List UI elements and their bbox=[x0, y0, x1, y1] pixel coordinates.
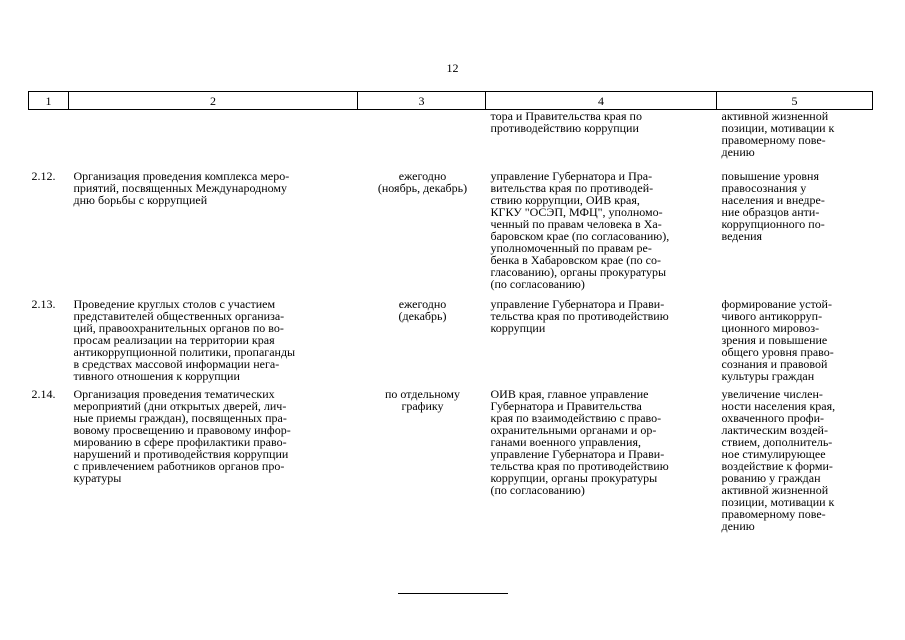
cell-number: 2.14. bbox=[31, 387, 56, 401]
cell-term bbox=[358, 110, 486, 171]
header-col-2: 2 bbox=[69, 92, 358, 110]
cell-event: Проведение круглых столов с участием представителей общественных организа- ций, правоохранительных органов по во- просам реализации на территории края антикоррупционной политики, пропаганды в средствах массовой информации нега- тивного отношения к коррупции bbox=[73, 297, 296, 383]
cell-number: 2.12. bbox=[31, 169, 56, 183]
header-col-3: 3 bbox=[358, 92, 486, 110]
page-number: 12 bbox=[446, 61, 459, 75]
continuation-result-text: активной жизненной позиции, мотивации к правомерному пове- дению bbox=[721, 109, 835, 159]
header-col-4: 4 bbox=[486, 92, 717, 110]
cell-term: ежегодно (декабрь) bbox=[398, 297, 447, 323]
cell-executors: управление Губернатора и Пра- вительства края по противодей- ствию коррупции, ОИВ края, КГКУ "ОСЭП, МФЦ", уполномо- ченный по правам человека в Ха- баровском крае (по согласованию), уполномоченный по правам ре- бенка в Хабаровском крае (по со- гласованию), органы прокуратуры (по согласованию) bbox=[490, 169, 670, 291]
cell-result: повышение уровня правосознания у населения и внедре- ние образцов анти- коррупционного по- ведения bbox=[721, 169, 825, 243]
cell-event: Организация проведения тематических мероприятий (дни открытых дверей, лич- ные приемы граждан), посвященных пра- вовому просвещению и правовому инфор- мированию в сфере профилактики право- нарушений и противодействия коррупции с привлечением работников органов про- куратуры bbox=[73, 387, 291, 485]
cell-number: 2.13. bbox=[31, 297, 56, 311]
footer-divider-line bbox=[398, 593, 508, 594]
cell-result bbox=[717, 110, 873, 171]
cell-executors bbox=[486, 110, 717, 171]
table-row bbox=[29, 298, 873, 388]
cell-term: по отдельному графику bbox=[384, 387, 461, 413]
table-row bbox=[29, 170, 873, 298]
header-col-1: 1 bbox=[29, 92, 69, 110]
header-col-5: 5 bbox=[717, 92, 873, 110]
cell-number bbox=[29, 110, 69, 171]
cell-result: увеличение числен- ности населения края, охваченного профи- лактическим воздей- ствием, дополнитель- ное стимулирующее воздействие к форми- рованию у граждан активной жизненной позиции, мотивации к правомерному пове- дению bbox=[721, 387, 836, 533]
table-row-continuation bbox=[29, 110, 873, 171]
cell-result: формирование устой- чивого антикорруп- ционного мировоз- зрения и повышение общего уровня право- сознания и правовой культуры граждан bbox=[721, 297, 834, 383]
cell-executors: управление Губернатора и Прави- тельства края по противодействию коррупции bbox=[490, 297, 669, 335]
continuation-executors-text: тора и Правительства края по противодействию коррупции bbox=[490, 109, 642, 135]
cell-event bbox=[69, 110, 358, 171]
measures-table bbox=[28, 91, 873, 532]
cell-executors: ОИВ края, главное управление Губернатора и Правительства края по взаимодействию с право- охранительными органами и ор- ганами военного управления, управление Губернатора и Прави- тельства края по противодействию коррупции, органы прокуратуры (по согласованию) bbox=[490, 387, 669, 497]
cell-term: ежегодно (ноябрь, декабрь) bbox=[377, 169, 468, 195]
table-header-row bbox=[29, 92, 873, 110]
cell-event: Организация проведения комплекса меро- приятий, посвященных Международному дню борьбы с коррупцией bbox=[73, 169, 290, 207]
table-row bbox=[29, 388, 873, 532]
